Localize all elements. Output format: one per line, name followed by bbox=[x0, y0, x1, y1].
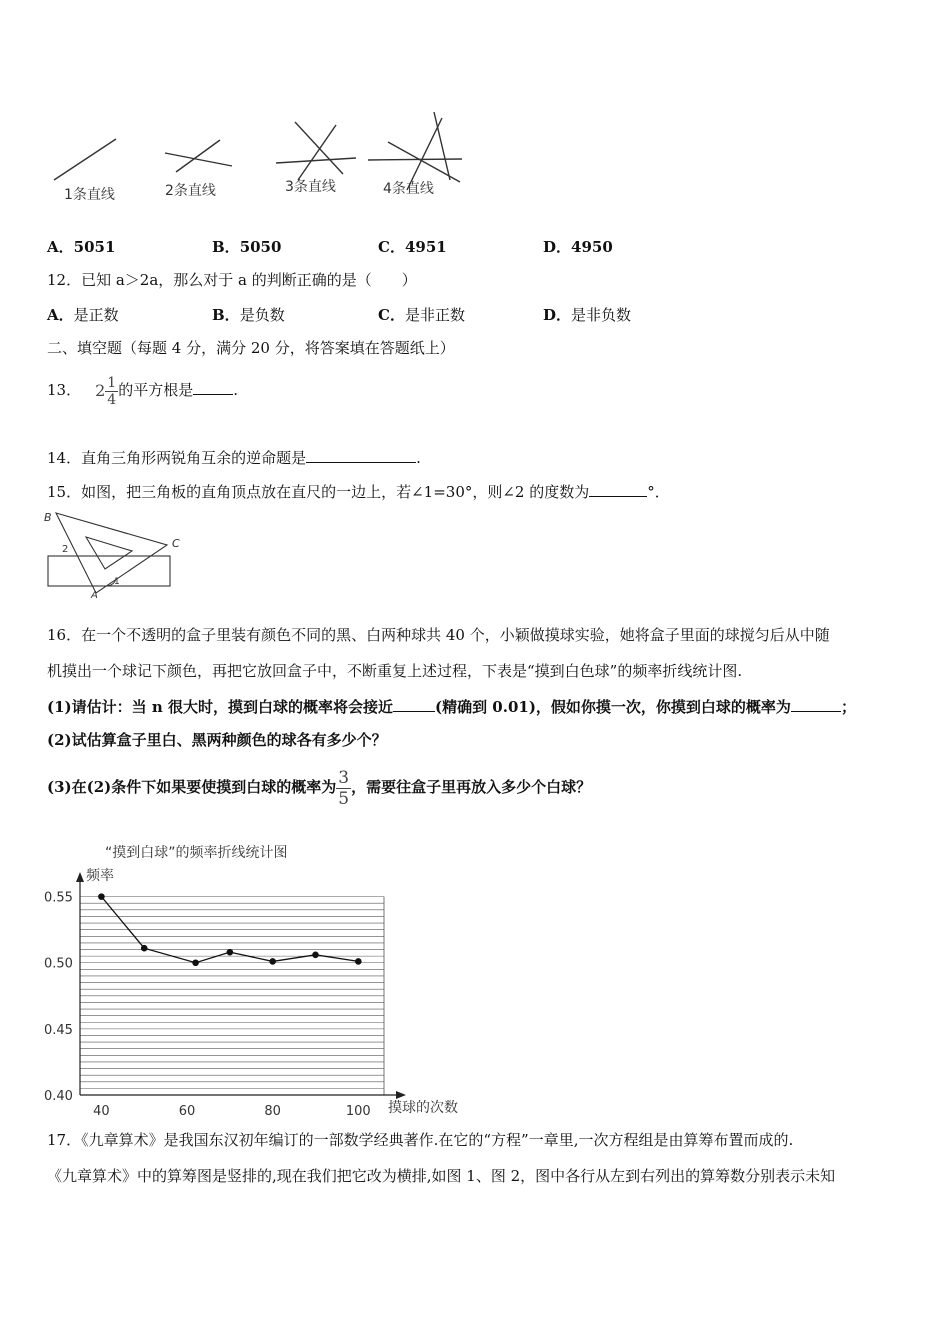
x-axis-label: 摸球的次数 bbox=[388, 1100, 458, 1116]
option-value: 4951 bbox=[404, 238, 447, 256]
x-tick-label: 40 bbox=[93, 1104, 110, 1118]
section-2-heading: 二、填空题（每题 4 分，满分 20 分，将答案填在答题纸上） bbox=[47, 339, 455, 357]
option-value: 5050 bbox=[239, 238, 282, 256]
option-letter: D． bbox=[543, 238, 572, 256]
figure-label: 2条直线 bbox=[165, 183, 216, 199]
y-axis-label: 频率 bbox=[86, 868, 114, 884]
option-value: 5051 bbox=[73, 238, 116, 256]
angle-label-1: 1 bbox=[114, 577, 120, 587]
option-value: 是负数 bbox=[239, 306, 285, 324]
vertex-label-a: A bbox=[91, 590, 98, 599]
option-letter: A． bbox=[47, 306, 74, 324]
x-tick-label: 100 bbox=[345, 1104, 371, 1118]
question-16-part-1: (1)请估计：当 n 很大时，摸到白球的概率将会接近 (精确到 0.01)，假如你摸一次，你摸到白球的概率为 ； bbox=[47, 698, 856, 716]
data-point bbox=[312, 952, 319, 959]
x-axis-arrow bbox=[396, 1091, 406, 1099]
answer-blank[interactable] bbox=[193, 379, 233, 395]
option-letter: C． bbox=[378, 306, 405, 324]
option-letter: C． bbox=[378, 238, 405, 256]
option-letter: D． bbox=[543, 306, 572, 324]
answer-blank[interactable] bbox=[393, 696, 435, 712]
question-13: 13． 2 $\frac{1}{4}$ 的平方根是 . bbox=[47, 374, 238, 408]
vertex-label-b: B bbox=[44, 511, 52, 524]
x-tick-label: 80 bbox=[264, 1104, 281, 1118]
option-letter: B． bbox=[212, 306, 240, 324]
data-point bbox=[355, 958, 362, 965]
frequency-line-chart bbox=[40, 838, 480, 1118]
question-16-line-2: 机摸出一个球记下颜色，再把它放回盒子中，不断重复上述过程，下表是“摸到白色球”的频率折线统计图. bbox=[47, 662, 743, 680]
option-letter: B． bbox=[212, 238, 240, 256]
triangle-ruler-figure bbox=[42, 507, 192, 599]
fraction: $\frac{3}{5}$ bbox=[338, 767, 350, 809]
chart-title: “摸到白球”的频率折线统计图 bbox=[105, 845, 288, 861]
option-value: 是正数 bbox=[73, 306, 119, 324]
figure-label: 4条直线 bbox=[383, 181, 434, 197]
angle-label-2: 2 bbox=[62, 544, 69, 555]
mixed-number-whole: 2 bbox=[95, 381, 106, 400]
question-16-part-2: (2)试估算盒子里白、黑两种颜色的球各有多少个？ bbox=[47, 731, 387, 749]
question-16-line-1: 16．在一个不透明的盒子里装有颜色不同的黑、白两种球共 40 个，小颖做摸球实验，她将盒子里面的球搅匀后从中随 bbox=[47, 626, 830, 644]
option-c[interactable] bbox=[378, 236, 447, 257]
y-tick-label: 0.45 bbox=[44, 1022, 73, 1038]
y-axis-arrow bbox=[76, 872, 84, 882]
question-14: 14．直角三角形两锐角互余的逆命题是 . bbox=[47, 449, 421, 467]
fraction: $\frac{1}{4}$ bbox=[107, 374, 117, 408]
y-tick-label: 0.50 bbox=[44, 956, 73, 972]
option-b[interactable] bbox=[212, 236, 281, 257]
data-point bbox=[227, 949, 234, 956]
option-value: 是非负数 bbox=[571, 306, 632, 324]
data-point bbox=[98, 893, 105, 900]
question-15: 15．如图，把三角板的直角顶点放在直尺的一边上，若∠1=30°，则∠2 的度数为 °． bbox=[47, 483, 670, 501]
question-17-line-1: 17．《九章算术》是我国东汉初年编订的一部数学经典著作.在它的“方程”一章里,一次方程组是由算筹布置而成的. bbox=[47, 1131, 794, 1149]
question-text: 14．直角三角形两锐角互余的逆命题是 bbox=[47, 449, 307, 467]
question-17-line-2: 《九章算术》中的算筹图是竖排的,现在我们把它改为横排,如图 1、图 2，图中各行从左到右列出的算筹数分别表示未知 bbox=[47, 1167, 836, 1185]
y-tick-label: 0.40 bbox=[44, 1089, 73, 1104]
question-number: 13． bbox=[47, 381, 82, 399]
option-b[interactable] bbox=[212, 304, 285, 325]
data-point bbox=[192, 959, 199, 966]
figure-label: 1条直线 bbox=[64, 187, 115, 203]
option-c[interactable] bbox=[378, 304, 465, 325]
lines-figure bbox=[40, 100, 480, 210]
question-text: 15．如图，把三角板的直角顶点放在直尺的一边上，若∠1=30°，则∠2 的度数为 bbox=[47, 483, 590, 501]
option-value: 是非正数 bbox=[404, 306, 465, 324]
option-d[interactable] bbox=[543, 304, 631, 325]
question-16-part-3: (3)在(2)条件下如果要使摸到白球的概率为 $\frac{3}{5}$ ，需要往盒子里再放入多少个白球？ bbox=[47, 767, 592, 809]
vertex-label-c: C bbox=[172, 537, 180, 550]
y-tick-label: 0.55 bbox=[44, 890, 73, 906]
option-a[interactable] bbox=[47, 304, 119, 325]
option-letter: A． bbox=[47, 238, 74, 256]
answer-blank[interactable] bbox=[589, 481, 647, 497]
option-a[interactable] bbox=[47, 236, 115, 257]
answer-blank[interactable] bbox=[306, 447, 416, 463]
x-tick-label: 60 bbox=[178, 1104, 196, 1118]
option-d[interactable] bbox=[543, 236, 613, 257]
figure-label: 3条直线 bbox=[285, 179, 336, 195]
data-point bbox=[141, 945, 148, 952]
data-point bbox=[269, 958, 276, 965]
option-value: 4950 bbox=[571, 238, 613, 256]
answer-blank[interactable] bbox=[791, 696, 841, 712]
question-text: 的平方根是 bbox=[118, 381, 194, 399]
question-12-stem: 12．已知 a＞2a，那么对于 a 的判断正确的是（ ） bbox=[47, 271, 417, 289]
